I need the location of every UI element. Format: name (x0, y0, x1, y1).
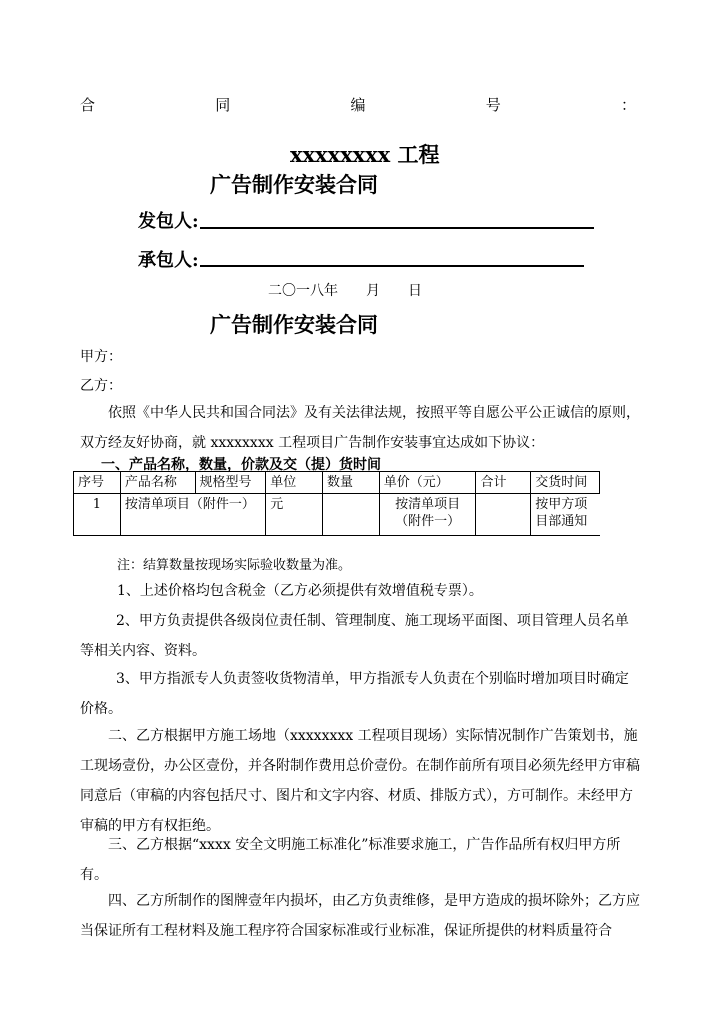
contract-no-char: 号 (485, 96, 501, 114)
table-header-cell: 单位 (266, 472, 323, 494)
table-cell: 元 (266, 494, 323, 536)
item2-text: 2、甲方负责提供各级岗位责任制、管理制度、施工现场平面图、项目管理人员名单等相关内容、资料。 (80, 613, 629, 659)
section3-text: 三、乙方根据“xxxx 安全文明施工标准化”标准要求施工，广告作品所有权归甲方所有。 (80, 837, 621, 883)
contract-no-char: ： (620, 96, 636, 114)
table-cell (322, 494, 379, 536)
table-cell (476, 494, 531, 536)
section1-heading: 一、产品名称，数量，价款及交（提）货时间 (101, 457, 381, 473)
table-header-cell: 序号 (74, 472, 121, 494)
party-b-label: 乙方： (80, 378, 122, 394)
employer-label: 发包人: (138, 211, 199, 232)
table-header-cell: 单价（元） (379, 472, 476, 494)
contractor-signature-line[interactable] (200, 265, 584, 267)
cover-date: 二〇一八年 月 日 (268, 283, 422, 299)
note-text: 注：结算数量按现场实际验收数量为准。 (117, 558, 352, 573)
table-header-cell: 规格型号 (195, 472, 266, 494)
table-header-cell: 交货时间 (531, 472, 600, 494)
item1-text: 1、上述价格均包含税金（乙方必须提供有效增值税专票）。 (117, 583, 483, 599)
table-cell: 1 (74, 494, 121, 536)
employer-signature-line[interactable] (200, 227, 594, 229)
table-header-cell: 合计 (476, 472, 531, 494)
contractor-label: 承包人: (138, 250, 199, 271)
table-row (74, 494, 600, 536)
contract-no-char: 合 (80, 96, 96, 114)
body-title: 广告制作安装合同 (210, 312, 378, 337)
party-a-label: 甲方： (80, 349, 122, 365)
table-header-cell: 数量 (322, 472, 379, 494)
table-header-row (74, 472, 600, 494)
section4-text: 四、乙方所制作的图牌壹年内损坏，由乙方负责维修，是甲方造成的损坏除外；乙方应当保证所有工程材料及施工程序符合国家标准或行业标准，保证所提供的材料质量符合 (80, 893, 640, 939)
table-header-cell: 产品名称 (120, 472, 195, 494)
item3-text: 3、甲方指派专人负责签收货物清单，甲方指派专人负责在个别临时增加项目时确定价格。 (80, 671, 629, 717)
cover-title: 广告制作安装合同 (210, 172, 378, 197)
project-name: xxxxxxxx 工程 (290, 142, 440, 167)
contract-no-char: 同 (215, 96, 231, 114)
contract-no-char: 编 (350, 96, 366, 114)
table-cell: 按清单项目（附件一） (379, 494, 476, 536)
table-cell: 按甲方项目部通知 (531, 494, 600, 536)
section2-text: 二、乙方根据甲方施工场地（xxxxxxxx 工程项目现场）实际情况制作广告策划书，施工现场壹份，办公区壹份，并各附制作费用总价壹份。在制作前所有项目必须先经甲方审稿同意后（审稿的内容包括尺寸、图片和文字内容、材质、排版方式），方可制作。未经甲方审稿的甲方有权拒绝。 (80, 728, 640, 834)
product-table (73, 471, 600, 536)
contract-number-label (80, 94, 636, 115)
intro-paragraph: 依照《中华人民共和国合同法》及有关法律法规，按照平等自愿公平公正诚信的原则，双方经友好协商，就 xxxxxxxx 工程项目广告制作安装事宜达成如下协议： (80, 405, 640, 451)
table-cell: 按清单项目（附件一） (120, 494, 265, 536)
